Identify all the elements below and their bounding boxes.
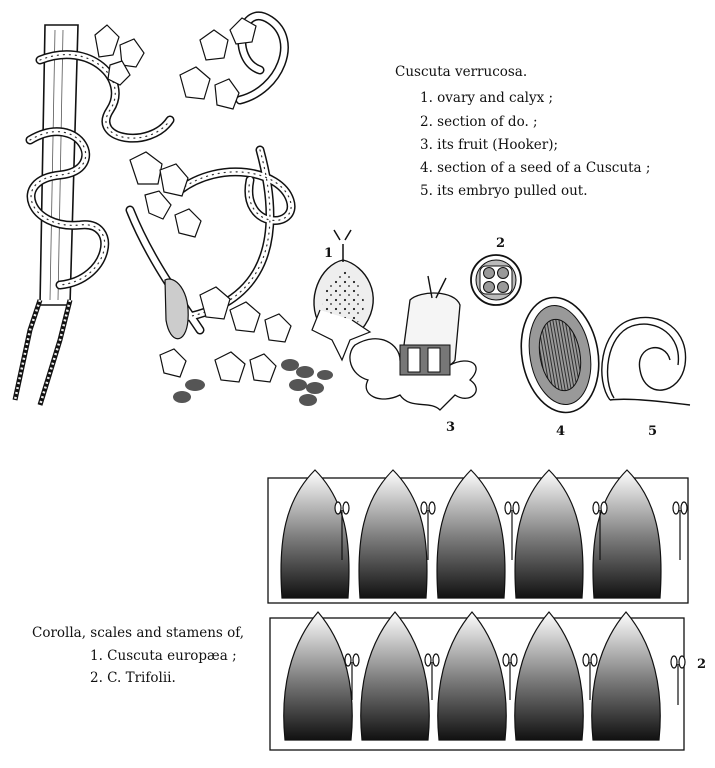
caption-top-item-3: 3. its fruit (Hooker); (420, 137, 559, 153)
caption-top-item-4: 4. section of a seed of a Cuscuta ; (420, 160, 651, 176)
caption-top-item-5: 5. its embryo pulled out. (420, 183, 588, 199)
figure-number-bottom-2: 2 (697, 657, 707, 672)
fig4-seed-section (513, 291, 608, 418)
fig2-section (471, 255, 521, 305)
corolla-strip-2 (270, 612, 685, 750)
caption-top-item-2: 2. section of do. ; (420, 114, 538, 130)
caption-top-item-1: 1. ovary and calyx ; (420, 90, 554, 106)
figure-number-5: 5 (648, 424, 658, 439)
figure-number-3: 3 (446, 420, 456, 435)
figure-number-4: 4 (556, 424, 566, 439)
corolla-strip-1 (268, 470, 688, 603)
caption-bottom-item-2: 2. C. Trifolii. (90, 670, 176, 686)
figure-number-1: 1 (324, 246, 334, 261)
fig5-embryo (602, 317, 690, 405)
figure-number-2: 2 (496, 236, 506, 251)
caption-bottom-title: Corolla, scales and stamens of, (32, 625, 245, 641)
caption-top-title: Cuscuta verrucosa. (395, 64, 528, 80)
caption-bottom-item-1: 1. Cuscuta europæa ; (90, 648, 237, 664)
